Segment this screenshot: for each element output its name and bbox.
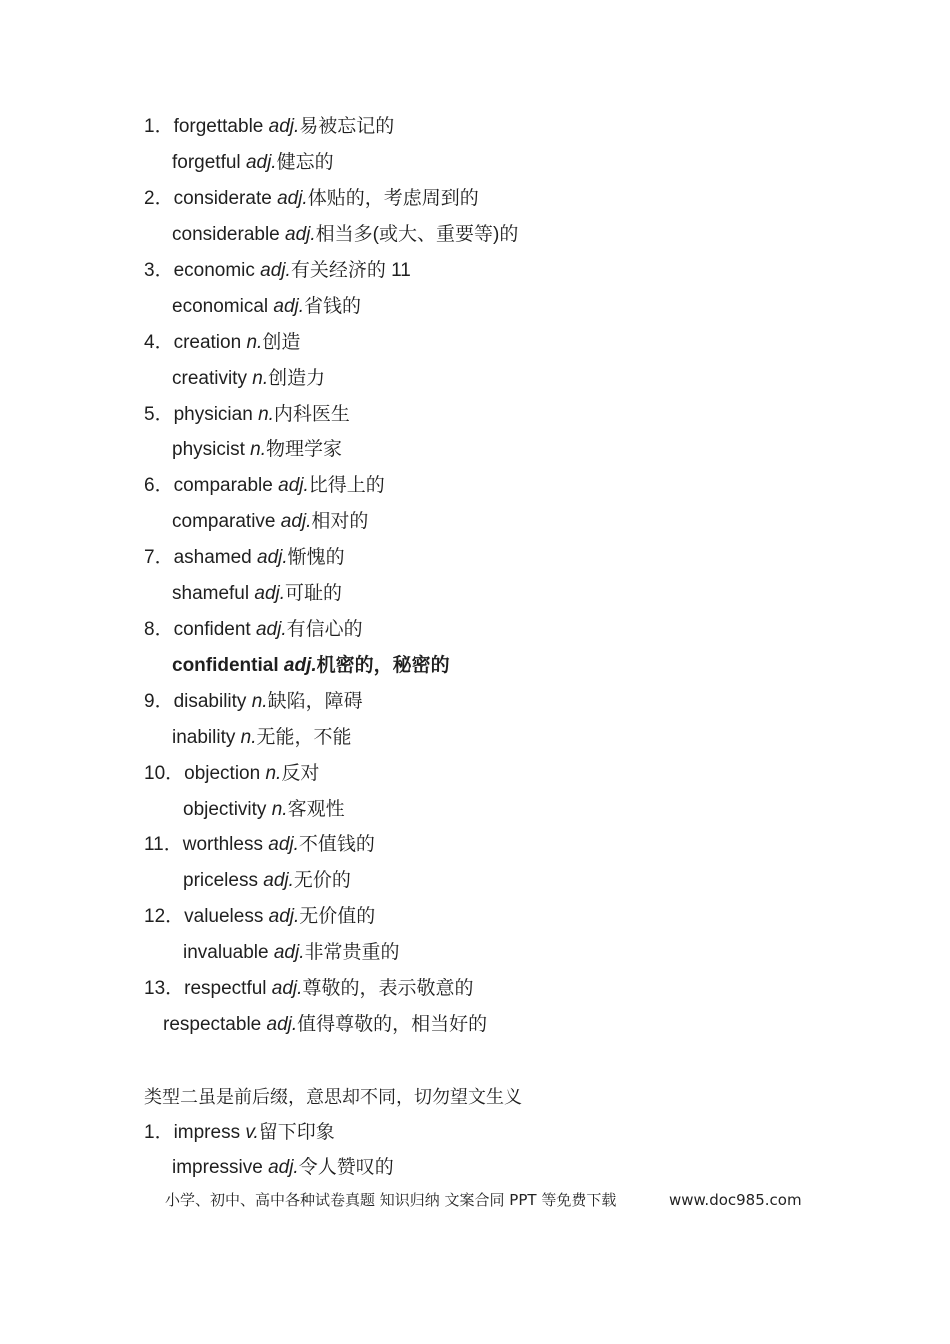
vocab-entry bbox=[172, 1156, 394, 1180]
entry-meaning: 尊敬的，表示敬意的 bbox=[302, 978, 474, 999]
entry-word: 1．forgettable bbox=[144, 116, 269, 137]
vocab-entry bbox=[144, 115, 394, 139]
vocab-entry bbox=[144, 762, 319, 786]
entry-pos: adj. bbox=[266, 1014, 298, 1035]
entry-pos: adj. bbox=[285, 224, 316, 245]
entry-meaning: 相当多(或大、重要等)的 bbox=[315, 224, 519, 245]
entry-meaning: 值得尊敬的，相当好的 bbox=[297, 1014, 488, 1035]
vocab-entry bbox=[172, 367, 325, 391]
entry-word: respectable bbox=[163, 1014, 267, 1035]
entry-pos: adj. bbox=[271, 978, 303, 999]
vocab-entry-highlighted bbox=[172, 654, 450, 678]
vocab-entry bbox=[144, 331, 300, 355]
entry-word: 1．impress bbox=[144, 1122, 246, 1143]
entry-pos: adj. bbox=[268, 834, 299, 855]
entry-pos: n. bbox=[258, 404, 274, 425]
entry-word: 3．economic bbox=[144, 260, 261, 281]
entry-meaning: 体贴的，考虑周到的 bbox=[307, 188, 479, 209]
entry-word: 8．confident bbox=[144, 619, 256, 640]
entry-word: 4．creation bbox=[144, 332, 247, 353]
entry-pos: adj. bbox=[283, 655, 317, 676]
entry-word: 2．considerate bbox=[144, 188, 278, 209]
entry-word: economical bbox=[172, 296, 274, 317]
vocab-entry bbox=[144, 474, 385, 498]
entry-pos: adj. bbox=[268, 906, 300, 927]
vocab-entry bbox=[172, 510, 368, 534]
entry-pos: adj. bbox=[268, 1157, 299, 1178]
vocab-entry bbox=[183, 798, 345, 822]
entry-word: invaluable bbox=[183, 942, 274, 963]
entry-word: 13．respectful bbox=[144, 978, 272, 999]
vocab-entry bbox=[163, 1013, 487, 1037]
entry-word: comparative bbox=[172, 511, 281, 532]
entry-word: considerable bbox=[172, 224, 286, 245]
entry-meaning: 留下印象 bbox=[258, 1122, 335, 1143]
entry-word: forgetful bbox=[172, 152, 246, 173]
entry-meaning: 不值钱的 bbox=[298, 834, 375, 855]
entry-word: 10．objection bbox=[144, 763, 266, 784]
entry-word: 11．worthless bbox=[144, 834, 269, 855]
vocab-entry bbox=[144, 187, 479, 211]
entry-meaning: 机密的，秘密的 bbox=[316, 655, 450, 676]
vocab-entry bbox=[183, 869, 351, 893]
vocab-entry bbox=[144, 690, 363, 714]
entry-pos: n. bbox=[271, 799, 288, 820]
entry-meaning: 无价的 bbox=[293, 870, 351, 891]
entry-meaning: 缺陷，障碍 bbox=[267, 691, 363, 712]
vocab-entry bbox=[172, 438, 342, 462]
vocab-entry bbox=[144, 546, 345, 570]
entry-meaning: 惭愧的 bbox=[287, 547, 345, 568]
entry-pos: adj. bbox=[255, 619, 287, 640]
vocab-entry bbox=[172, 726, 352, 750]
entry-word: 9．disability bbox=[144, 691, 252, 712]
entry-meaning: 无能，不能 bbox=[256, 727, 352, 748]
entry-word: physicist bbox=[172, 439, 251, 460]
entry-pos: v. bbox=[245, 1122, 259, 1143]
entry-meaning: 令人赞叹的 bbox=[298, 1157, 394, 1178]
entry-meaning: 非常贵重的 bbox=[304, 942, 400, 963]
entry-pos: n. bbox=[240, 727, 257, 748]
entry-pos: n. bbox=[251, 691, 268, 712]
entry-word: 6．comparable bbox=[144, 475, 279, 496]
entry-pos: adj. bbox=[257, 547, 288, 568]
footer-url: www.doc985.com bbox=[669, 1191, 802, 1209]
entry-pos: adj. bbox=[280, 511, 312, 532]
vocab-entry bbox=[144, 905, 375, 929]
vocab-entry bbox=[172, 295, 361, 319]
entry-meaning: 有关经济的 11 bbox=[290, 260, 411, 281]
entry-pos: adj. bbox=[277, 188, 308, 209]
entry-word: 5．physician bbox=[144, 404, 259, 425]
vocab-entry bbox=[144, 977, 473, 1001]
entry-meaning: 有信心的 bbox=[286, 619, 363, 640]
entry-word: shameful bbox=[172, 583, 255, 604]
vocab-entry bbox=[183, 941, 400, 965]
entry-pos: adj. bbox=[278, 475, 309, 496]
footer-text: 小学、初中、高中各种试卷真题 知识归纳 文案合同 PPT 等免费下载 bbox=[165, 1191, 617, 1209]
entry-meaning: 无价值的 bbox=[299, 906, 376, 927]
entry-meaning: 省钱的 bbox=[304, 296, 362, 317]
entry-pos: adj. bbox=[254, 583, 286, 604]
entry-pos: adj. bbox=[263, 870, 294, 891]
entry-word: confidential bbox=[172, 655, 284, 676]
vocab-entry bbox=[144, 403, 350, 427]
entry-pos: n. bbox=[250, 439, 266, 460]
entry-pos: adj. bbox=[260, 260, 291, 281]
entry-meaning: 比得上的 bbox=[308, 475, 385, 496]
entry-meaning: 创造力 bbox=[268, 368, 326, 389]
entry-meaning: 易被忘记的 bbox=[299, 116, 395, 137]
entry-meaning: 内科医生 bbox=[273, 404, 350, 425]
section-title: 类型二虽是前后缀，意思却不同，切勿望文生义 bbox=[144, 1087, 522, 1108]
entry-word: 7．ashamed bbox=[144, 547, 258, 568]
entry-meaning: 物理学家 bbox=[266, 439, 343, 460]
entry-word: inability bbox=[172, 727, 241, 748]
vocab-entry bbox=[144, 259, 411, 283]
entry-pos: adj. bbox=[245, 152, 277, 173]
entry-pos: adj. bbox=[273, 942, 305, 963]
vocab-entry bbox=[144, 833, 375, 857]
entry-pos: n. bbox=[265, 763, 282, 784]
entry-meaning: 相对的 bbox=[311, 511, 369, 532]
entry-meaning: 健忘的 bbox=[276, 152, 334, 173]
entry-word: creativity bbox=[172, 368, 253, 389]
vocab-entry bbox=[172, 582, 342, 606]
entry-pos: n. bbox=[252, 368, 269, 389]
entry-meaning: 创造 bbox=[262, 332, 301, 353]
entry-pos: n. bbox=[246, 332, 263, 353]
entry-pos: adj. bbox=[273, 296, 305, 317]
entry-meaning: 可耻的 bbox=[285, 583, 343, 604]
entry-meaning: 反对 bbox=[281, 763, 320, 784]
entry-word: 12．valueless bbox=[144, 906, 269, 927]
vocab-entry bbox=[144, 618, 363, 642]
entry-word: objectivity bbox=[183, 799, 272, 820]
vocab-entry bbox=[172, 223, 518, 247]
entry-meaning: 客观性 bbox=[287, 799, 345, 820]
vocab-entry bbox=[144, 1121, 335, 1145]
entry-pos: adj. bbox=[268, 116, 300, 137]
entry-word: impressive bbox=[172, 1157, 269, 1178]
entry-word: priceless bbox=[183, 870, 264, 891]
vocab-entry bbox=[172, 151, 334, 175]
